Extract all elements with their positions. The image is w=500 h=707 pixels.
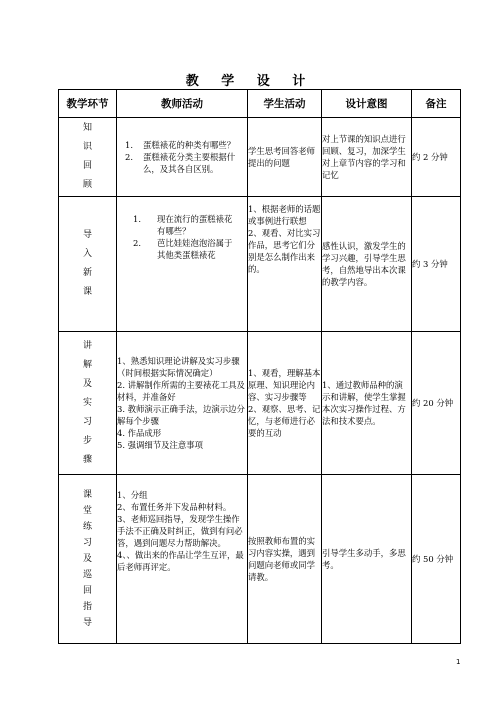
list-item: 5. 强调细节及注意事项: [117, 440, 204, 450]
stage-cell: [59, 475, 117, 644]
page-title: 教 学 设 计: [185, 74, 315, 89]
note-cell: 约 50 分钟: [412, 475, 461, 644]
stage-char: 导: [82, 230, 92, 240]
list-item: 1、分组: [117, 490, 148, 500]
stage-char: 入: [82, 249, 92, 259]
stage-char: 指: [82, 602, 92, 612]
stage-char: 知: [82, 123, 92, 133]
stage-char: 新: [82, 268, 92, 278]
intent-cell: 对上节课的知识点进行回顾、复习，加深学生对上章节内容的学习和记忆: [322, 118, 412, 197]
list-item: 2. 讲解制作所需的主要裱花工具及材料，并准备好: [117, 380, 245, 402]
stage-char: 回: [82, 161, 92, 171]
stage-char: 实: [82, 397, 92, 408]
header-row: [59, 90, 461, 118]
list-item: 3、老师巡回指导，发现学生操作手法不正确及时纠正，做到有问必答，遇到问题尽力帮助解决。: [117, 514, 243, 548]
list-item: 2. 蛋糕裱花分类主要根据什么，及其各自区别。: [125, 152, 236, 174]
student-cell: 1、根据老师的话题或事例进行联想 2、观看、对比实习作品，思考它们分别是怎么制作出来的。: [248, 197, 322, 332]
note-cell: 约 2 分钟: [412, 118, 461, 197]
header-student: 学生活动: [248, 90, 322, 118]
header-stage: 教学环节: [59, 90, 117, 118]
stage-char: 导: [82, 618, 92, 628]
stage-char: 骤: [82, 454, 92, 465]
intent-cell: 引导学生多动手，多思考。: [322, 475, 412, 644]
teacher-cell: [117, 332, 248, 475]
stage-char: 识: [82, 142, 92, 152]
list-item: 3. 教师演示正确手法，边演示边分解每个步骤: [117, 404, 245, 426]
list-item: 4、、做出来的作品让学生互评，最后老师再评定。: [117, 550, 244, 572]
lesson-plan-table: [58, 89, 461, 644]
table-row: [59, 197, 461, 332]
student-cell: 学生思考回答老师提出的问题: [248, 118, 322, 197]
list-item: 1、熟悉知识理论讲解及实习步骤（时间根据实际情况确定）: [117, 356, 240, 378]
stage-char: 巡: [82, 570, 92, 580]
teacher-cell: [117, 475, 248, 644]
stage-char: 步: [82, 435, 92, 446]
stage-char: 及: [82, 554, 92, 564]
stage-char: 堂: [82, 506, 92, 516]
list-item: 2、布置任务并下发品种材料。: [117, 502, 232, 512]
list-item: 1. 蛋糕裱花的种类有哪些？: [125, 140, 236, 150]
stage-char: 回: [82, 586, 92, 596]
stage-char: 及: [82, 378, 92, 389]
stage-char: 顾: [82, 180, 92, 190]
stage-char: 习: [82, 416, 92, 427]
note-cell: 约 3 分钟: [412, 197, 461, 332]
stage-char: 练: [82, 522, 92, 532]
table-row: [59, 118, 461, 197]
list-item: 2. 芭比娃娃泡泡浴属于其他类蛋糕裱花: [133, 238, 233, 260]
header-intent: 设计意图: [322, 90, 412, 118]
header-teacher: 教师活动: [117, 90, 248, 118]
stage-char: 讲: [82, 340, 92, 351]
stage-cell: [59, 118, 117, 197]
teacher-cell: [117, 197, 248, 332]
note-cell: 约 20 分钟: [412, 332, 461, 475]
student-cell: 按照教师布置的实习内容实操，遇到问题向老师或同学请教。: [248, 475, 322, 644]
list-item: 4. 作品成形: [117, 428, 162, 438]
stage-char: 解: [82, 359, 92, 370]
stage-char: 课: [82, 287, 92, 297]
table-row: [59, 332, 461, 475]
stage-char: 课: [82, 490, 92, 500]
stage-cell: [59, 197, 117, 332]
stage-cell: [59, 332, 117, 475]
header-note: 备注: [412, 90, 461, 118]
page-number: 1: [456, 658, 461, 666]
list-item: 1. 现在流行的蛋糕裱花有哪些？: [133, 214, 233, 236]
teacher-cell: [117, 118, 248, 197]
table-row: [59, 475, 461, 644]
intent-cell: 感性认识，激发学生的学习兴趣，引导学生思考，自然地导出本次课的教学内容。: [322, 197, 412, 332]
intent-cell: 1、通过教师品种的演示和讲解，使学生掌握本次实习操作过程、方法和技术要点。: [322, 332, 412, 475]
stage-char: 习: [82, 538, 92, 548]
student-cell: 1、观看，理解基本原理、知识理论内容、实习步骤等 2、观察、思考、记忆，与老师进行必要的互动: [248, 332, 322, 475]
